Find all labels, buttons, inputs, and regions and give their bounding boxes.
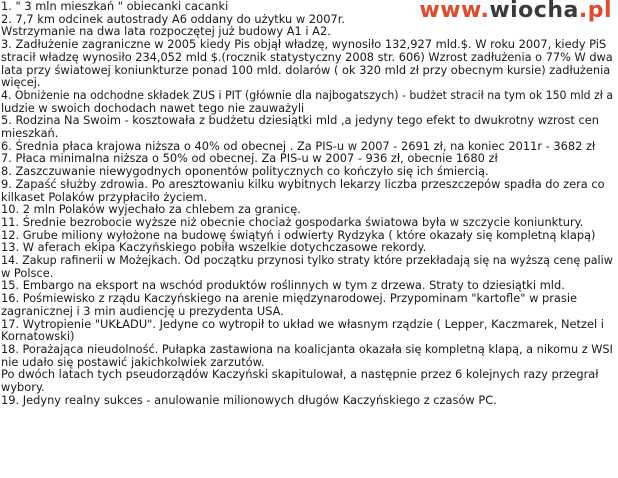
watermark-prefix: www. xyxy=(419,0,490,23)
text-line: 16. Pośmiewisko z rządu Kaczyńskiego na arenie międzynarodowej. Przypominam "kartofle" w prasie xyxy=(1,291,578,306)
text-line: 2. 7,7 km odcinek autostrady A6 oddany do użytku w 2007r. xyxy=(1,11,346,26)
text-line: mieszkań. xyxy=(1,126,59,141)
text-line: 15. Embargo na eksport na wschód produktów roślinnych w tym z drzewa. Straty to dziesiątki mld. xyxy=(1,278,565,293)
text-line: 9. Zapaść służby zdrowia. Po aresztowaniu kilku wybitnych lekarzy liczba przeszczepów spadła do zera co xyxy=(1,176,605,191)
text-line: 19. Jedyny realny sukces - anulowanie milionowych długów Kaczyńskiego z czasów PC. xyxy=(1,392,497,407)
text-line: stracił władzę wynosiło 234,052 mld $.(rocznik statystyczny 2008 str. 606) Wzrost zadłużenia o 77% W dwa xyxy=(1,49,613,64)
text-line: 1. " 3 mln mieszkań " obiecanki cacanki xyxy=(1,0,229,13)
text-line: w Polsce. xyxy=(1,265,54,280)
text-line: 8. Zaszczuwanie niewygodnych oponentów politycznych co kończyło się ich śmiercią. xyxy=(1,164,489,179)
text-line: 13. W aferach ekipa Kaczyńskiego pobiła wszelkie dotychczasowe rekordy. xyxy=(1,240,427,255)
text-line: Wstrzymanie na dwa lata rozpoczętej już budowy A1 i A2. xyxy=(1,24,331,39)
text-line: więcej. xyxy=(1,75,41,90)
watermark-suffix: .pl xyxy=(578,0,612,23)
text-line: zagranicznej i 3 min audiencję u prezydenta USA. xyxy=(1,303,284,318)
text-line: 7. Płaca minimalna niższa o 50% od obecnej. Za PIS-u w 2007 - 936 zł, obecnie 1680 zł xyxy=(1,151,498,166)
text-line: 5. Rodzina Na Swoim - kosztowała z budżetu dziesiątki mld ,a jedyny tego efekt to dwukrotny wzrost cen xyxy=(1,113,599,128)
text-line: 4. Obniżenie na odchodne składek ZUS i PIT (głównie dla najbogatszych) - budżet stracił na tym ok 150 mld zł a xyxy=(1,87,614,102)
text-line: lata przy światowej koniunkturze ponad 100 mld. dolarów ( ok 320 mld zł przy obecnym kursie) zadłużenia xyxy=(1,62,611,77)
text-line: 10. 2 mln Polaków wyjechało za chlebem za granicę. xyxy=(1,202,301,217)
text-line: 12. Grube miliony wyłożone na budowę świątyń i odwierty Rydzyka ( które okazały się kompletną klapą) xyxy=(1,227,596,242)
text-line: 6. Średnia płaca krajowa niższa o 40% od obecnej . Za PIS-u w 2007 - 2691 zł, na koniec 2011r - 3682 zł xyxy=(1,138,596,153)
text-line: nie udało się postawić jakichkolwiek zarzutów. xyxy=(1,354,265,369)
text-line: 11. Średnie bezrobocie wyższe niż obecnie chociaż gospodarka światowa była w szczycie koniunktury. xyxy=(1,214,584,229)
text-line: kilkaset Polaków przypłaciło życiem. xyxy=(1,189,208,204)
text-line: Po dwóch latach tych pseudorządów Kaczyński skapitulował, a następnie przez 6 kolejnych razy przegrał xyxy=(1,367,599,382)
text-line: 14. Zakup rafinerii w Możejkach. Od początku przynosi tylko straty które przekładają się na wyższą cenę paliw xyxy=(1,253,613,268)
text-line: 18. Porażająca nieudolność. Pułapka zastawiona na koalicjanta okazała się kompletną klapą, a nikomu z WSI xyxy=(1,341,613,356)
text-line: ludzie w swoich dochodach nawet tego nie zauważyli xyxy=(1,100,305,115)
text-line: Kornatowski) xyxy=(1,329,75,344)
watermark-name: wiocha xyxy=(489,0,579,23)
text-line: wybory. xyxy=(1,380,45,395)
text-line: 17. Wytropienie "UKŁADU". Jedyne co wytropił to układ we własnym rządzie ( Lepper, Kaczmarek, Netzel i xyxy=(1,316,604,331)
text-line: 3. Zadłużenie zagraniczne w 2005 kiedy Pis objął władzę, wynosiło 132,927 mld.$. W roku 2007, kiedy PiS xyxy=(1,37,607,52)
